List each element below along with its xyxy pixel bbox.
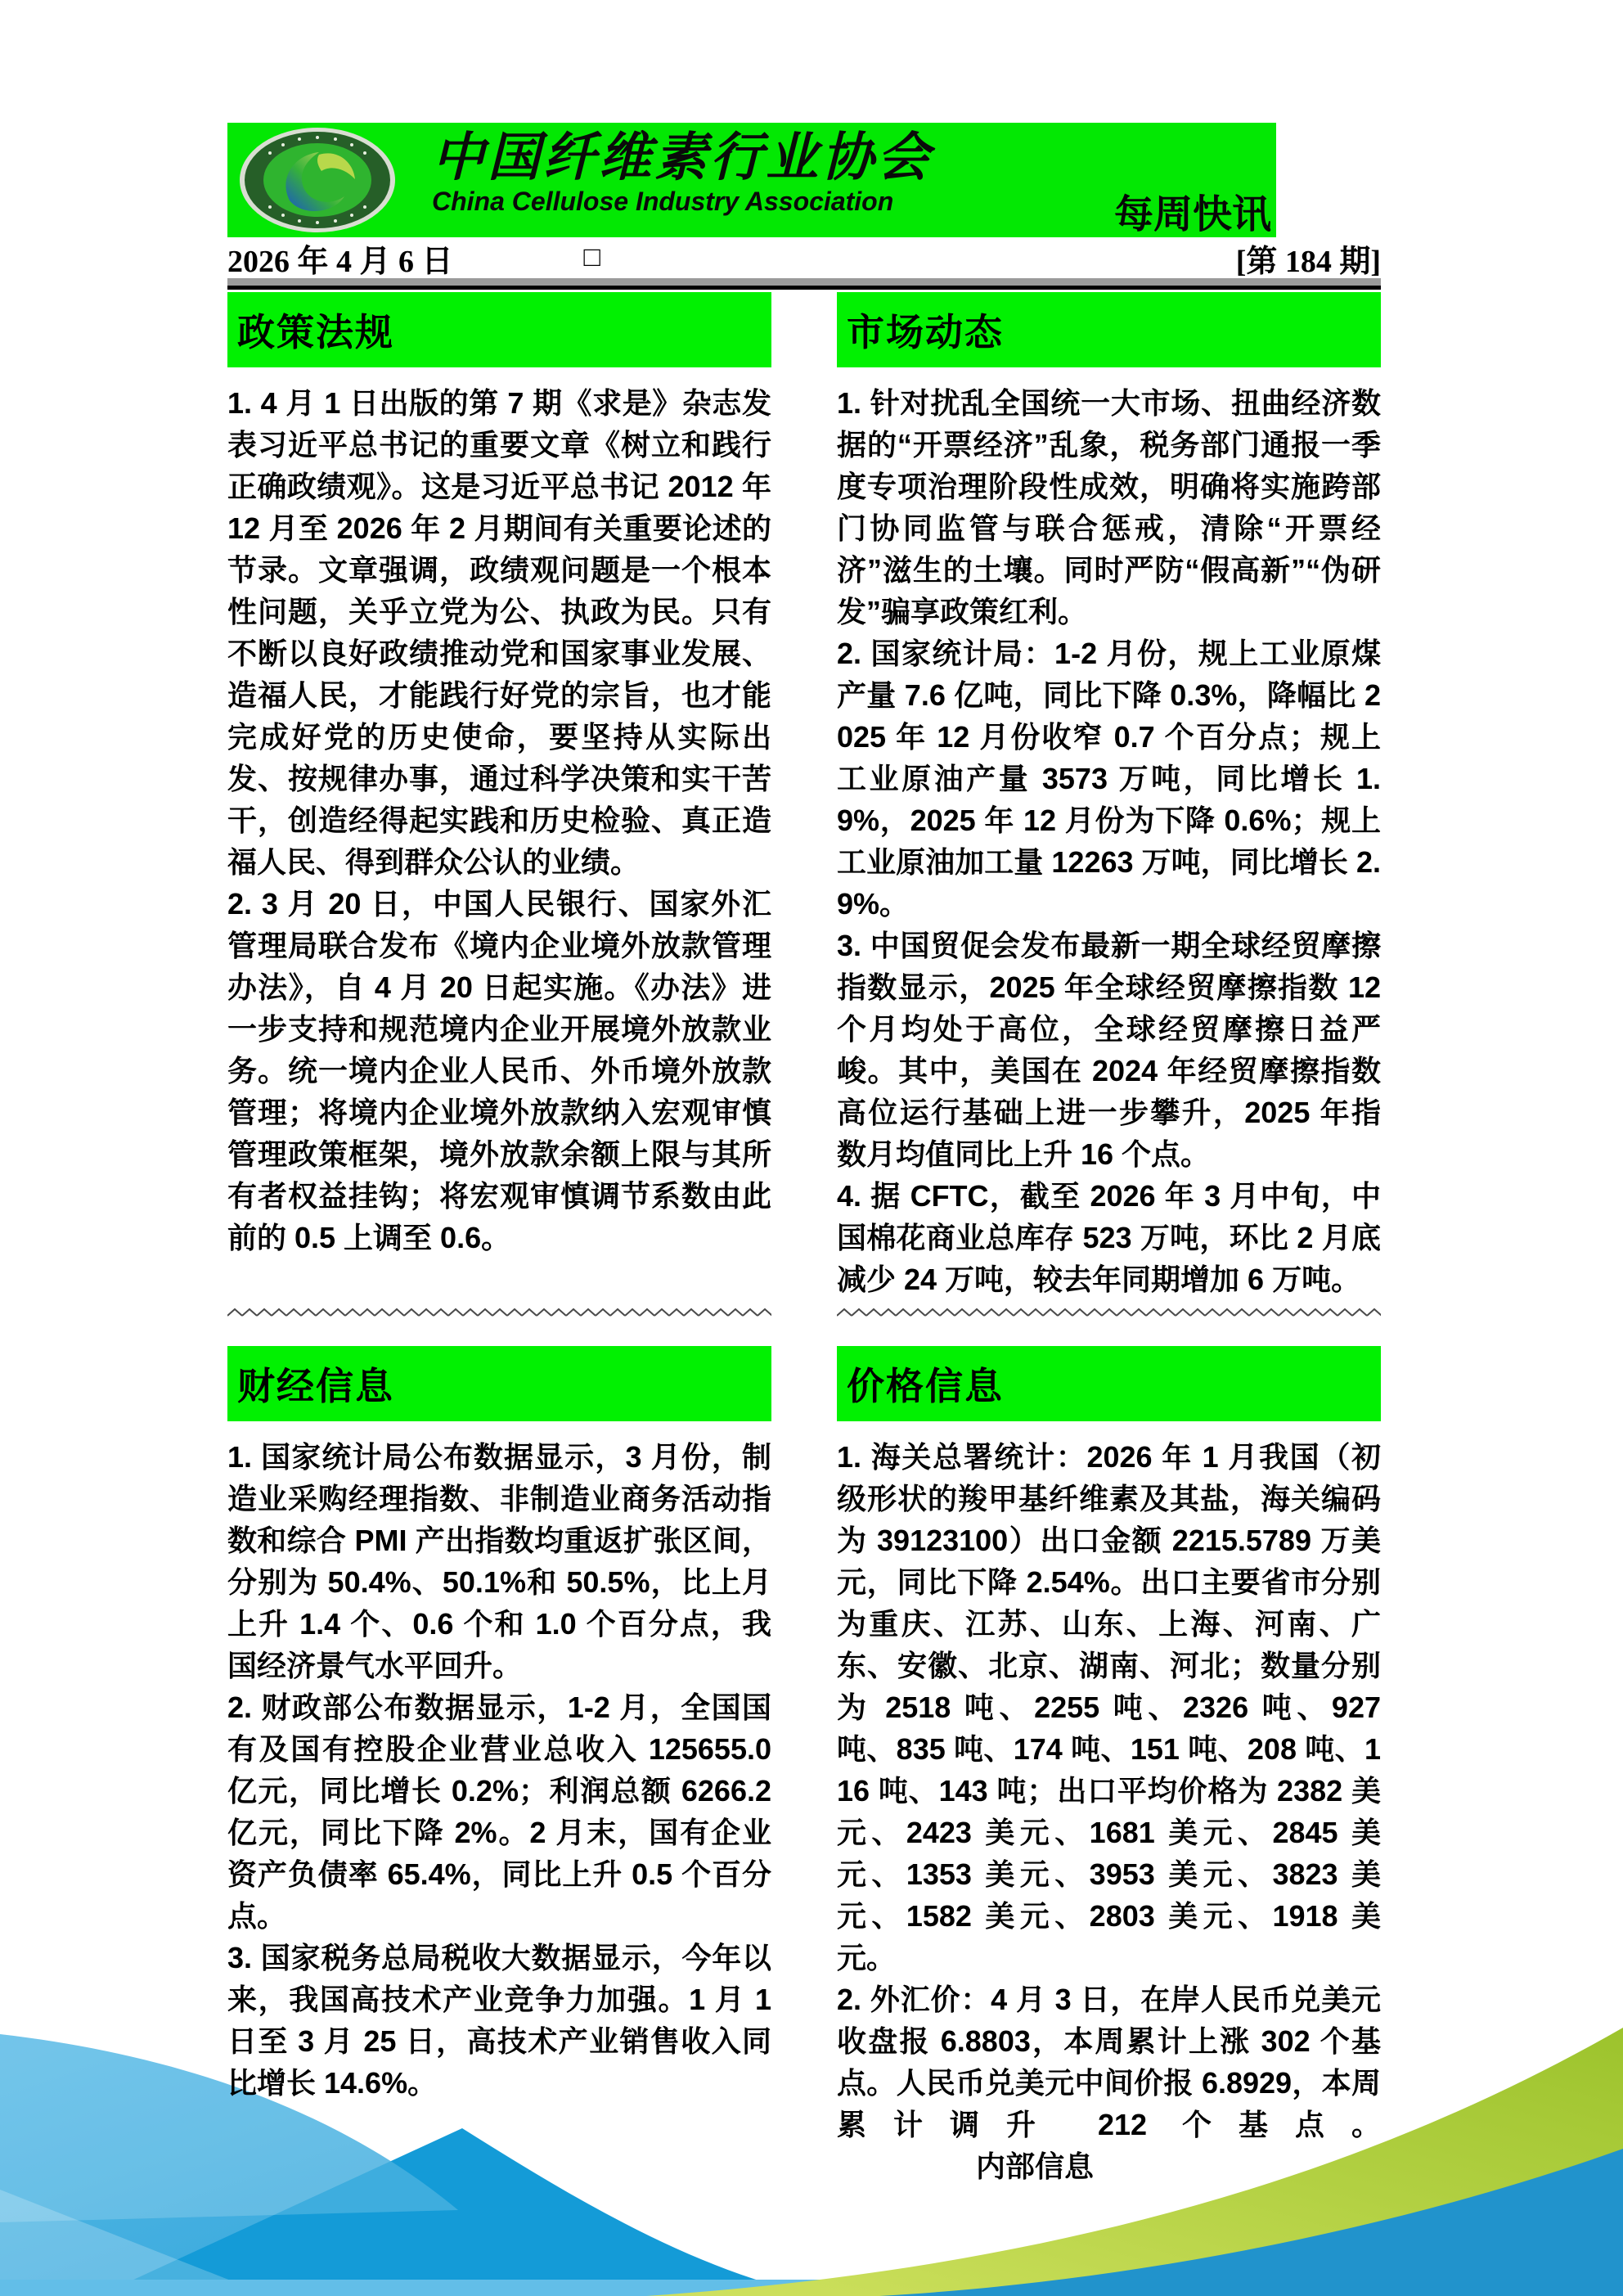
section-policy: [227, 292, 771, 1258]
header-rule: [227, 278, 1381, 290]
section-price: [837, 1346, 1381, 2187]
news-item: 2. 国家统计局：1-2 月份，规上工业原煤产量 7.6 亿吨，同比下降 0.3%，降幅比 2025 年 12 月份收窄 0.7 个百分点；规上工业原油产量 3573 万吨，同比增长 1.9%，2025 年 12 月份为下降 0.6%；规上工业原油加工量 12263 万吨，同比增长 2.9%。: [837, 637, 1381, 921]
news-item: 3. 国家税务总局税收大数据显示，今年以来，我国高技术产业竞争力加强。1 月 1 日至 3 月 25 日，高技术产业销售收入同比增长 14.6%。: [227, 1941, 771, 2100]
news-item: 2. 财政部公布数据显示，1-2 月，全国国有及国有控股企业营业总收入 125655.0 亿元，同比增长 0.2%；利润总额 6266.2 亿元，同比下降 2%。2 月末，国有企业资产负债率 65.4%，同比上升 0.5 个百分点。: [227, 1690, 771, 1933]
zigzag-divider: [227, 1307, 771, 1318]
placeholder-box-glyph: □: [583, 242, 601, 272]
section-header-finance: [227, 1346, 771, 1421]
section-header-market: [837, 292, 1381, 367]
news-item: 4. 据 CFTC，截至 2026 年 3 月中旬，中国棉花商业总库存 523 万吨，环比 2 月底减少 24 万吨，较去年同期增加 6 万吨。: [837, 1179, 1381, 1296]
news-item: 2. 3 月 20 日，中国人民银行、国家外汇管理局联合发布《境内企业境外放款管理办法》，自 4 月 20 日起实施。《办法》进一步支持和规范境内企业开展境外放款业务。统一境内企业人民币、外币境外放款管理；将境内企业境外放款纳入宏观审慎管理政策框架，境外放款余额上限与其所有者权益挂钩；将宏观审慎调节系数由此前的 0.5 上调至 0.6。: [227, 887, 771, 1254]
association-logo-icon: [237, 127, 398, 233]
section-header-policy: [227, 292, 771, 367]
section-body-policy: [227, 382, 771, 1258]
section-title: 政策法规: [237, 312, 394, 353]
org-name-chinese: 中国纤维素行业协会: [432, 128, 933, 187]
news-item: 1. 4 月 1 日出版的第 7 期《求是》杂志发表习近平总书记的重要文章《树立和践行正确政绩观》。这是习近平总书记 2012 年 12 月至 2026 年 2 月期间有关重要论述的节录。文章强调，政绩观问题是一个根本性问题，关乎立党为公、执政为民。只有不断以良好政绩推动党和国家事业发展、造福人民，才能践行好党的宗旨，也才能完成好党的历史使命，要坚持从实际出发、按规律办事，通过科学决策和实干苦干，创造经得起实践和历史检验、真正造福人民、得到群众公认的业绩。: [227, 386, 771, 879]
header-banner: [227, 123, 1276, 237]
section-title: 价格信息: [847, 1366, 1004, 1407]
section-title: 财经信息: [237, 1366, 394, 1407]
org-name-english: China Cellulose Industry Association: [432, 187, 894, 216]
news-item: [837, 1979, 1381, 2187]
zigzag-divider: [837, 1307, 1381, 1318]
news-item: 1. 国家统计局公布数据显示，3 月份，制造业采购经理指数、非制造业商务活动指数和综合 PMI 产出指数均重返扩张区间，分别为 50.4%、50.1%和 50.5%，比上月上升 1.4 个、0.6 个和 1.0 个百分点，我国经济景气水平回升。: [227, 1440, 771, 1682]
section-body-price: [837, 1436, 1381, 2187]
masthead-row: [227, 239, 1381, 277]
news-item-text: 2. 外汇价：4 月 3 日，在岸人民币兑美元收盘报 6.8803，本周累计上涨 302 个基点。人民币兑美元中间价报 6.8929，本周累计调升 212 个基点。: [837, 1983, 1381, 2141]
section-header-price: [837, 1346, 1381, 1421]
section-finance: [227, 1346, 771, 2104]
news-item: 3. 中国贸促会发布最新一期全球经贸摩擦指数显示，2025 年全球经贸摩擦指数 12 个月均处于高位，全球经贸摩擦日益严峻。其中，美国在 2024 年经贸摩擦指数高位运行基础上进一步攀升，2025 年指数月均值同比上升 16 个点。: [837, 929, 1381, 1171]
section-market: [837, 292, 1381, 1300]
section-body-finance: [227, 1436, 771, 2104]
issue-number: [第 184 期]: [1235, 244, 1381, 279]
issue-date: 2026 年 4 月 6 日: [227, 244, 453, 279]
news-item: 1. 海关总署统计：2026 年 1 月我国（初级形状的羧甲基纤维素及其盐，海关编码为 39123100）出口金额 2215.5789 万美元，同比下降 2.54%。出口主要省市分别为重庆、江苏、山东、上海、河南、广东、安徽、北京、湖南、河北；数量分别为 2518 吨、2255 吨、2326 吨、927 吨、835 吨、174 吨、151 吨、208 吨、116 吨、143 吨；出口平均价格为 2382 美元、2423 美元、1681 美元、2845 美元、1353 美元、3953 美元、3823 美元、1582 美元、2803 美元、1918 美元。: [837, 1440, 1381, 1974]
news-item: 1. 针对扰乱全国统一大市场、扭曲经济数据的“开票经济”乱象，税务部门通报一季度专项治理阶段性成效，明确将实施跨部门协同监管与联合惩戒，清除“开票经济”滋生的土壤。同时严防“假高新”“伪研发”骗享政策红利。: [837, 386, 1381, 628]
section-body-market: [837, 382, 1381, 1300]
bulletin-title: 每周快讯: [1113, 193, 1271, 236]
internal-info-label: 内部信息: [976, 2150, 1095, 2183]
section-title: 市场动态: [847, 312, 1004, 353]
